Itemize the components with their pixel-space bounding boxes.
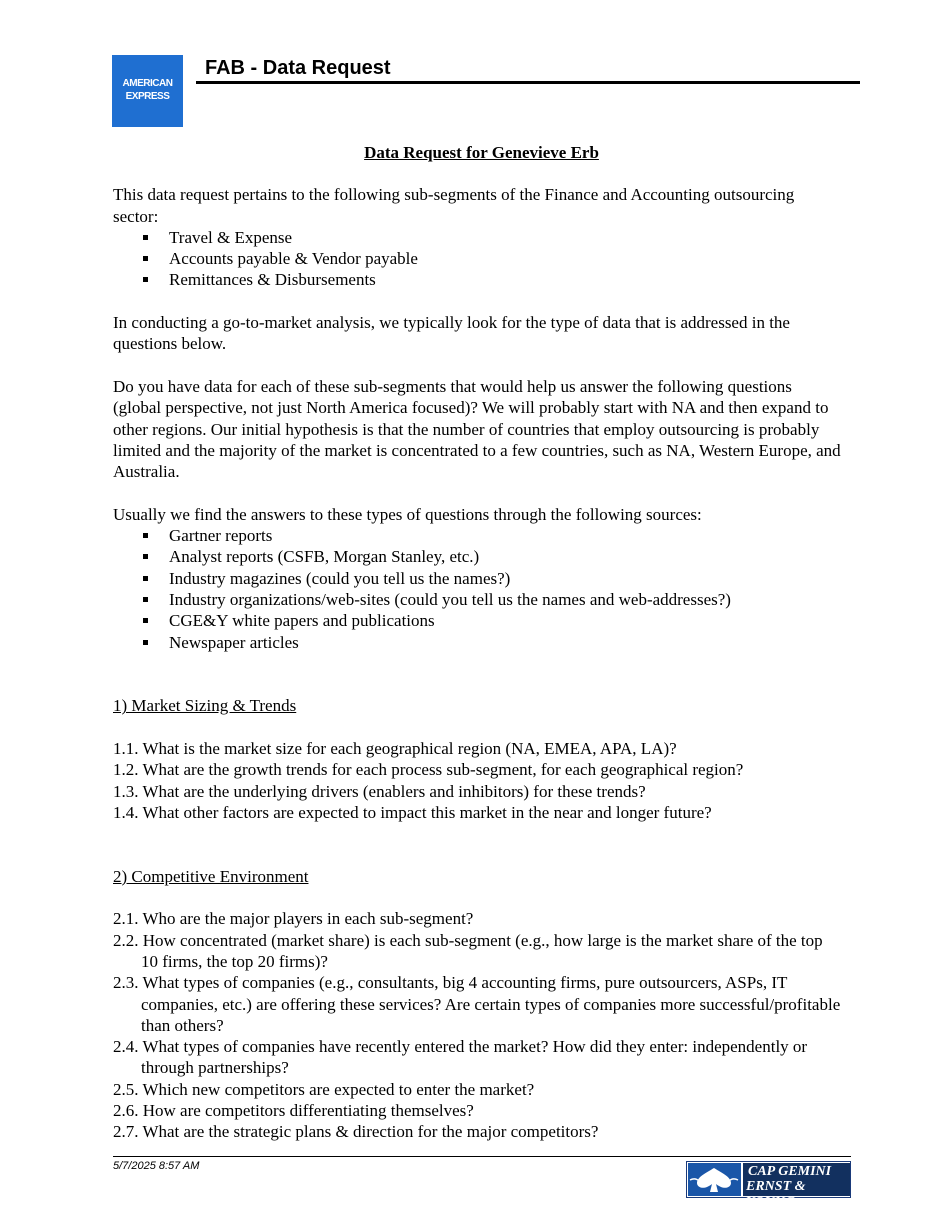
sources-list: [113, 525, 843, 653]
section-heading-competitive-environment: 2) Competitive Environment: [113, 866, 309, 886]
footer-divider: [113, 1156, 851, 1157]
bullet-icon: [143, 597, 148, 602]
american-express-logo: [112, 55, 183, 127]
bullet-icon: [143, 533, 148, 538]
bullet-icon: [143, 277, 148, 282]
document-title: Data Request for Genevieve Erb: [364, 143, 599, 162]
sources-intro: Usually we find the answers to these types of questions through the following sources:: [113, 504, 702, 524]
question-item: 2.2. How concentrated (market share) is each sub-segment (e.g., how large is the market share of the top 10 firms, the top 20 firms)?: [113, 930, 823, 971]
question-item: 2.4. What types of companies have recently entered the market? How did they enter: independently or through partnerships?: [113, 1037, 808, 1078]
list-item: [113, 248, 843, 269]
list-item: [113, 568, 843, 589]
question-item: 2.7. What are the strategic plans & direction for the major competitors?: [113, 1122, 599, 1142]
bullet-icon: [143, 576, 148, 581]
list-item: [113, 632, 843, 653]
bullet-icon: [143, 640, 148, 645]
bullet-icon: [143, 618, 148, 623]
list-item-text: Remittances & Disbursements: [169, 270, 376, 290]
question-item: 2.5. Which new competitors are expected to enter the market?: [113, 1079, 535, 1099]
list-item-text: Analyst reports (CSFB, Morgan Stanley, etc.): [169, 547, 480, 567]
list-item-text: Industry organizations/web-sites (could you tell us the names and web-addresses?): [169, 589, 731, 609]
data-question-paragraph: Do you have data for each of these sub-segments that would help us answer the following questions (global perspective, not just North America focused)? We will probably start with NA and then expand to other regions. Our initial hypothesis is that the number of countries that employ outsourcing is probably limited and the majority of the market is concentrated to a few countries, such as NA, Western Europe, and Australia.: [113, 376, 841, 482]
list-item: [113, 269, 843, 290]
question-item: 2.1. Who are the major players in each sub-segment?: [113, 909, 474, 929]
header-divider: [196, 81, 860, 84]
list-item: [113, 589, 843, 610]
list-item-text: Accounts payable & Vendor payable: [169, 249, 418, 269]
bullet-icon: [143, 256, 148, 261]
question-item: 2.6. How are competitors differentiating themselves?: [113, 1101, 474, 1121]
question-item: 1.1. What is the market size for each geographical region (NA, EMEA, APA, LA)?: [113, 739, 677, 759]
logo-text-express: EXPRESS: [125, 91, 170, 102]
list-item-text: Newspaper articles: [169, 632, 299, 652]
gtm-paragraph: In conducting a go-to-market analysis, we typically look for the type of data that is addressed in the questions below.: [113, 313, 790, 354]
bullet-icon: [143, 554, 148, 559]
list-item-text: CGE&Y white papers and publications: [169, 611, 435, 631]
list-item: [113, 525, 843, 546]
list-item: [113, 610, 843, 631]
question-item: 2.3. What types of companies (e.g., consultants, big 4 accounting firms, pure outsourcers, ASPs, IT companies, etc.) are offering these services? Are certain types of companies more successful/profitable than others?: [113, 973, 841, 1035]
list-item-text: Industry magazines (could you tell us the names?): [169, 568, 511, 588]
logo-text-cap-gemini: CAP GEMINI: [748, 1164, 832, 1179]
logo-text-ernst-young: ERNST & YOUNG: [746, 1179, 806, 1210]
bullet-icon: [143, 235, 148, 240]
cap-gemini-ernst-young-logo: [686, 1161, 851, 1210]
intro-paragraph: This data request pertains to the following sub-segments of the Finance and Accounting outsourcing sector:: [113, 185, 795, 226]
sub-segment-list: [113, 227, 843, 291]
spade-icon: [688, 1163, 741, 1196]
list-item-text: Travel & Expense: [169, 227, 293, 247]
question-item: 1.3. What are the underlying drivers (enablers and inhibitors) for these trends?: [113, 781, 646, 801]
list-item: [113, 546, 843, 567]
question-item: 1.2. What are the growth trends for each process sub-segment, for each geographical region?: [113, 760, 744, 780]
list-item: [113, 227, 843, 248]
question-item: 1.4. What other factors are expected to impact this market in the near and longer future?: [113, 802, 712, 822]
section-heading-market-sizing: 1) Market Sizing & Trends: [113, 696, 297, 716]
logo-wordmark: [743, 1163, 850, 1210]
document-body: [113, 142, 843, 1143]
list-item-text: Gartner reports: [169, 526, 273, 546]
footer-date: 5/7/2025 8:57 AM: [113, 1160, 200, 1172]
logo-text-american: AMERICAN: [122, 78, 173, 89]
page-header-title: FAB - Data Request: [205, 57, 391, 79]
